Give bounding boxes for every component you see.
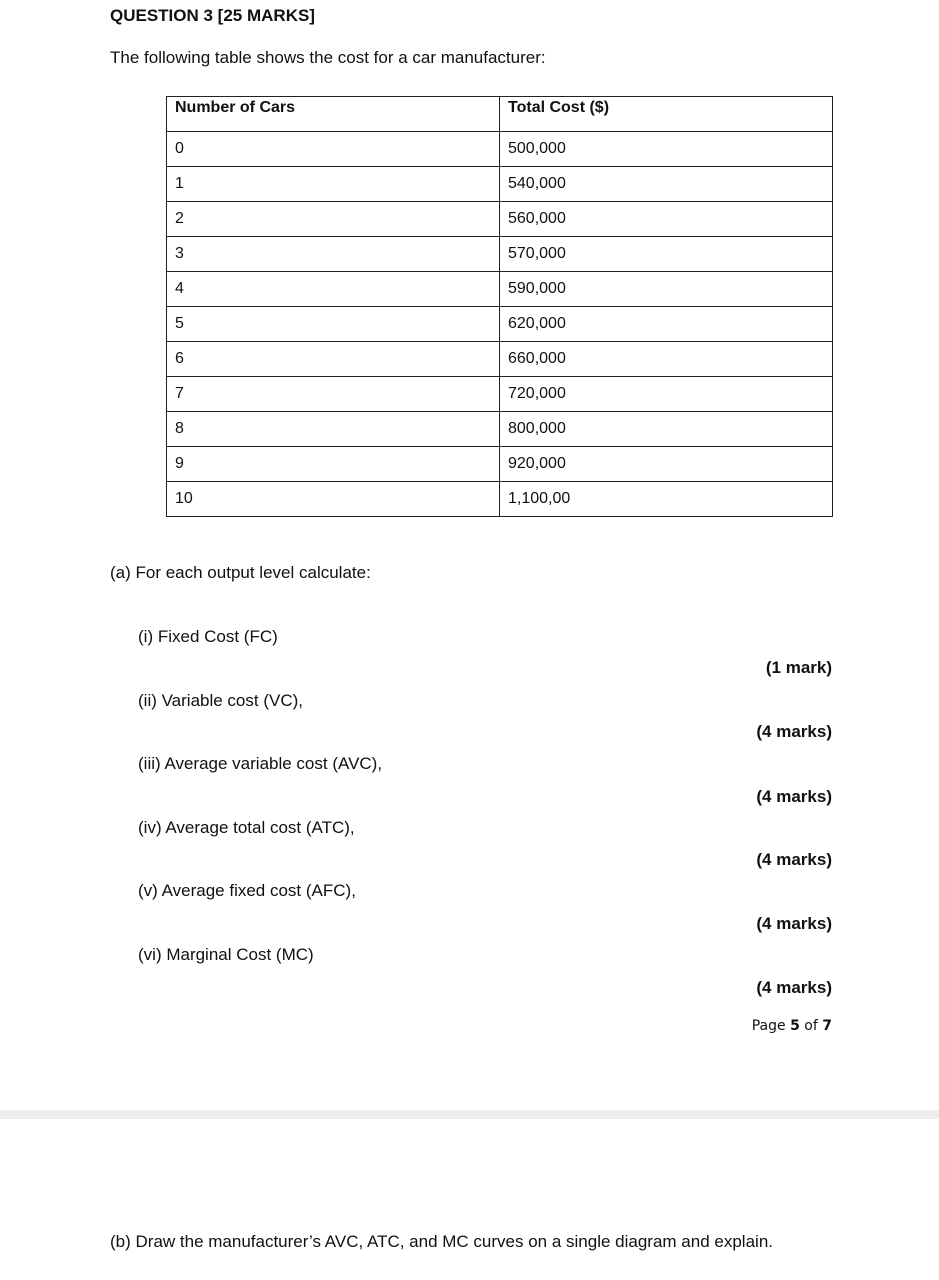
marks-average-fixed-cost: (4 marks) [756, 914, 832, 933]
total-cost-cell: 570,000 [500, 237, 833, 272]
table-row [167, 167, 833, 202]
cars-cell: 10 [167, 482, 500, 517]
total-cost-cell: 540,000 [500, 167, 833, 202]
table-row [167, 237, 833, 272]
cars-cell: 8 [167, 412, 500, 447]
marks-marginal-cost: (4 marks) [756, 978, 832, 997]
total-cost-cell: 1,100,00 [500, 482, 833, 517]
page-number [752, 1018, 832, 1034]
item-average-fixed-cost: (v) Average fixed cost (AFC), [138, 881, 356, 900]
cars-cell: 5 [167, 307, 500, 342]
page-total: 7 [822, 1018, 832, 1034]
marks-average-total-cost: (4 marks) [756, 850, 832, 869]
page-prefix: Page [751, 1018, 786, 1034]
total-cost-cell: 560,000 [500, 202, 833, 237]
header-total-cost: Total Cost ($) [500, 97, 833, 132]
table-row [167, 412, 833, 447]
cars-cell: 0 [167, 132, 500, 167]
table-header-row [167, 97, 833, 132]
cars-cell: 2 [167, 202, 500, 237]
table-row [167, 132, 833, 167]
cars-cell: 6 [167, 342, 500, 377]
cars-cell: 9 [167, 447, 500, 482]
cost-table [166, 96, 833, 517]
total-cost-cell: 720,000 [500, 377, 833, 412]
total-cost-cell: 660,000 [500, 342, 833, 377]
page-divider [0, 1110, 939, 1119]
cars-cell: 7 [167, 377, 500, 412]
table-row [167, 482, 833, 517]
page-of: of [804, 1018, 818, 1034]
item-variable-cost: (ii) Variable cost (VC), [138, 691, 303, 710]
cars-cell: 4 [167, 272, 500, 307]
table-row [167, 342, 833, 377]
item-average-variable-cost: (iii) Average variable cost (AVC), [138, 754, 383, 773]
part-a-prompt: (a) For each output level calculate: [110, 563, 371, 582]
page-current: 5 [790, 1018, 800, 1034]
table-row [167, 307, 833, 342]
header-number-of-cars: Number of Cars [167, 97, 500, 132]
cars-cell: 3 [167, 237, 500, 272]
table-row [167, 377, 833, 412]
cars-cell: 1 [167, 167, 500, 202]
total-cost-cell: 620,000 [500, 307, 833, 342]
table-row [167, 202, 833, 237]
item-fixed-cost: (i) Fixed Cost (FC) [138, 627, 278, 646]
intro-text: The following table shows the cost for a car manufacturer: [110, 48, 546, 67]
marks-fixed-cost: (1 mark) [765, 658, 832, 677]
table-row [167, 272, 833, 307]
item-average-total-cost: (iv) Average total cost (ATC), [138, 818, 355, 837]
part-b-prompt: (b) Draw the manufacturer’s AVC, ATC, and MC curves on a single diagram and explain. [110, 1232, 773, 1251]
total-cost-cell: 920,000 [500, 447, 833, 482]
total-cost-cell: 590,000 [500, 272, 833, 307]
total-cost-cell: 800,000 [500, 412, 833, 447]
item-marginal-cost: (vi) Marginal Cost (MC) [138, 945, 314, 964]
question-title: QUESTION 3 [25 MARKS] [110, 6, 315, 25]
table-row [167, 447, 833, 482]
total-cost-cell: 500,000 [500, 132, 833, 167]
marks-variable-cost: (4 marks) [756, 722, 832, 741]
marks-average-variable-cost: (4 marks) [756, 787, 832, 806]
